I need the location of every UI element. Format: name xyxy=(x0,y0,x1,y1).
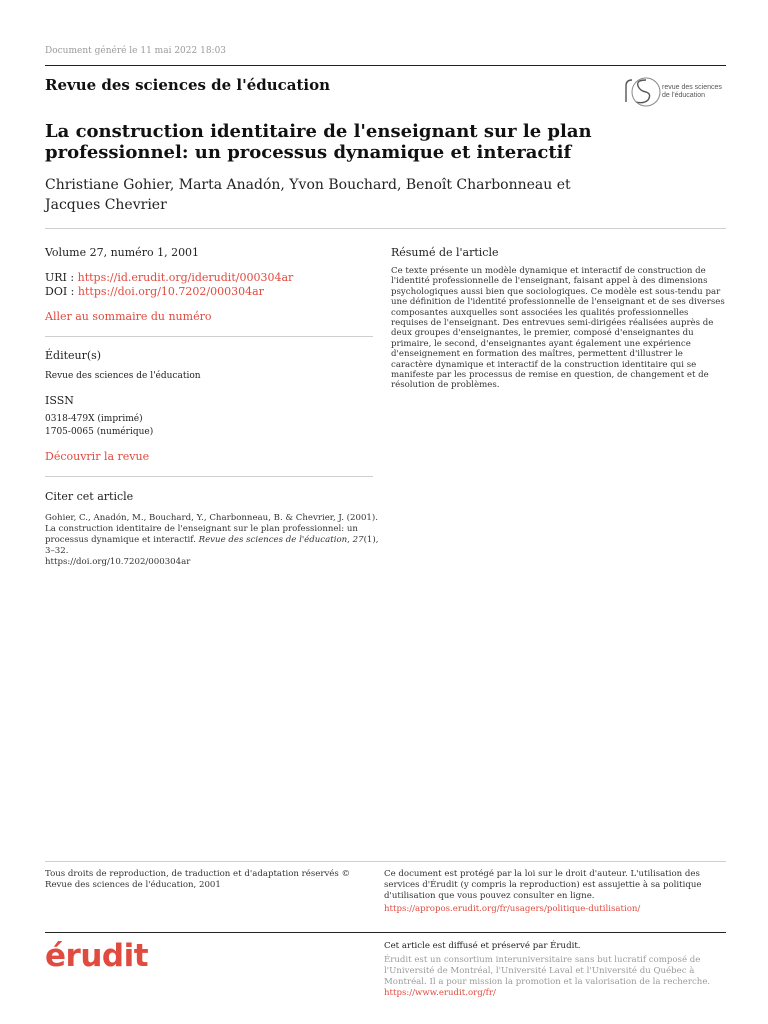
issn-numeric: 1705-0065 (numérique) xyxy=(45,427,154,437)
left-divider xyxy=(45,336,373,337)
erudit-link[interactable]: https://www.erudit.org/fr/ xyxy=(384,988,496,998)
resume-label: Résumé de l'article xyxy=(391,246,499,259)
left-divider-2 xyxy=(45,476,373,477)
article-title: La construction identitaire de l'enseignant sur le plan professionnel: un processus dynamique et interactif xyxy=(45,121,592,163)
article-authors: Christiane Gohier, Marta Anadón, Yvon Bouchard, Benoît Charbonneau et Jacques Chevrier xyxy=(45,177,571,213)
resume-text: Ce texte présente un modèle dynamique et interactif de construction de l'identité professionnelle de l'enseignant, faisant appel à des dimensions psychologiques aussi bien que sociologiques. Ce modèle est sous-tendu par une définition de l'identité professionnelle de l'enseignant et de ses diverses composantes auxquelles sont associées les qualités professionnelles requises de l'enseignant. Des entrevues semi-dirigées réalisées auprès de deux groupes d'enseignantes, le premier, composé d'enseignantes du primaire, le second, d'enseignantes ayant également une expérience d'enseignement en formation des maîtres, permettent d'illustrer le caractère dynamique et interactif de la construction identitaire qui se manifeste par les processus de remise en question, de changement et de résolution de problèmes. xyxy=(391,266,725,391)
issn-print: 0318-479X (imprimé) xyxy=(45,414,143,424)
editeur-label: Éditeur(s) xyxy=(45,349,102,362)
generation-date: Document généré le 11 mai 2022 18:03 xyxy=(45,46,227,56)
doi-link[interactable]: https://doi.org/10.7202/000304ar xyxy=(77,285,264,298)
editeur-value: Revue des sciences de l'éducation xyxy=(45,371,201,381)
journal-logo[interactable] xyxy=(622,74,732,108)
logo-caption: revue des sciences de l'éducation xyxy=(662,84,722,99)
section-divider xyxy=(45,228,726,229)
footer-divider xyxy=(45,861,726,862)
top-divider xyxy=(45,65,726,66)
diffusion-text: Cet article est diffusé et préservé par Érudit. xyxy=(384,941,581,951)
uri-line: URI : https://id.erudit.org/iderudit/000304ar xyxy=(45,271,294,284)
erudit-logo[interactable]: érudit xyxy=(45,938,149,974)
issn-label: ISSN xyxy=(45,394,74,407)
rse-logo-icon xyxy=(622,74,662,108)
rights-text: Tous droits de reproduction, de traduction et d'adaptation réservés © Revue des sciences de l'éducation, 2001 xyxy=(45,869,351,890)
sommaire-link[interactable]: Aller au sommaire du numéro xyxy=(45,310,212,323)
journal-name: Revue des sciences de l'éducation xyxy=(45,76,331,94)
citer-label: Citer cet article xyxy=(45,490,134,503)
bottom-divider xyxy=(45,932,726,933)
citation-text: Gohier, C., Anadón, M., Bouchard, Y., Charbonneau, B. & Chevrier, J. (2001). La construction identitaire de l'enseignant sur le plan professionnel: un processus dynamique et interactif. Revue des sciences de l'éducation, 27(1), 3–32. https://doi.org/10.7202/000304ar xyxy=(45,513,379,567)
decouvrir-link[interactable]: Découvrir la revue xyxy=(45,450,150,463)
volume-info: Volume 27, numéro 1, 2001 xyxy=(45,246,200,259)
policy-link[interactable]: https://apropos.erudit.org/fr/usagers/politique-dutilisation/ xyxy=(384,904,641,914)
copyright-notice: Ce document est protégé par la loi sur le droit d'auteur. L'utilisation des services d'Érudit (y compris la reproduction) est assujettie à sa politique d'utilisation que vous pouvez consulter en ligne. https://apropos.erudit.org/fr/usagers/politique-dutilisation/ xyxy=(384,869,714,915)
consortium-text: Érudit est un consortium interuniversitaire sans but lucratif composé de l'Université de Montréal, l'Université Laval et l'Université du Québec à Montréal. Il a pour mission la promotion et la valorisation de la recherche. https://www.erudit.org/fr/ xyxy=(384,955,714,999)
doi-line: DOI : https://doi.org/10.7202/000304ar xyxy=(45,285,264,298)
uri-link[interactable]: https://id.erudit.org/iderudit/000304ar xyxy=(77,271,294,284)
